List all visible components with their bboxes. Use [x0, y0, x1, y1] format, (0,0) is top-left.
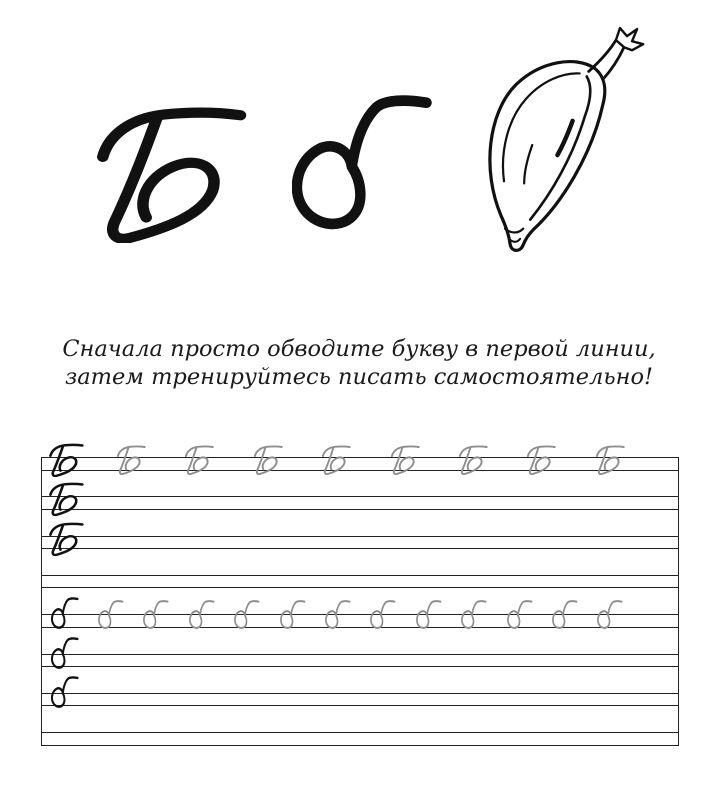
trace-lowercase-letter [189, 598, 215, 631]
banana-icon [474, 22, 652, 264]
instructions [0, 336, 718, 391]
writing-band-practice-row [42, 654, 678, 668]
practice-box [41, 457, 679, 746]
writing-band-practice-row [42, 496, 678, 510]
sample-uppercase-letter [47, 480, 85, 516]
trace-lowercase-letter [280, 598, 306, 631]
writing-band-empty-row [42, 575, 678, 589]
trace-uppercase-letter [252, 443, 284, 475]
instructions-line-2: затем тренируйтесь писать самостоятельно! [64, 363, 654, 390]
sample-uppercase-letter [47, 520, 85, 556]
trace-lowercase-letter [552, 598, 578, 631]
writing-band-practice-row [42, 693, 678, 707]
trace-lowercase-letter [234, 598, 260, 631]
trace-uppercase-letter [115, 443, 147, 475]
trace-lowercase-letter [98, 598, 124, 631]
uppercase-letter-sample [88, 97, 252, 243]
trace-uppercase-letter [525, 443, 557, 475]
trace-lowercase-letter [507, 598, 533, 631]
trace-uppercase-letter [457, 443, 489, 475]
instructions-line-1: Сначала просто обводите букву в первой линии, [62, 336, 656, 362]
writing-band-trace-row [42, 614, 678, 628]
trace-lowercase-letter [325, 598, 351, 631]
trace-uppercase-letter [183, 443, 215, 475]
trace-lowercase-letter [143, 598, 169, 631]
trace-lowercase-letter [597, 598, 623, 631]
sample-lowercase-letter [51, 595, 79, 631]
trace-lowercase-letter [416, 598, 442, 631]
sample-lowercase-letter [51, 674, 79, 710]
lowercase-letter-sample [292, 86, 434, 238]
trace-uppercase-letter [320, 443, 352, 475]
writing-band-empty-row [42, 732, 678, 746]
sample-uppercase-letter [47, 441, 85, 477]
writing-band-practice-row [42, 536, 678, 550]
trace-uppercase-letter [389, 443, 421, 475]
sample-lowercase-letter [51, 635, 79, 671]
trace-lowercase-letter [461, 598, 487, 631]
trace-uppercase-letter [594, 443, 626, 475]
trace-lowercase-letter [370, 598, 396, 631]
